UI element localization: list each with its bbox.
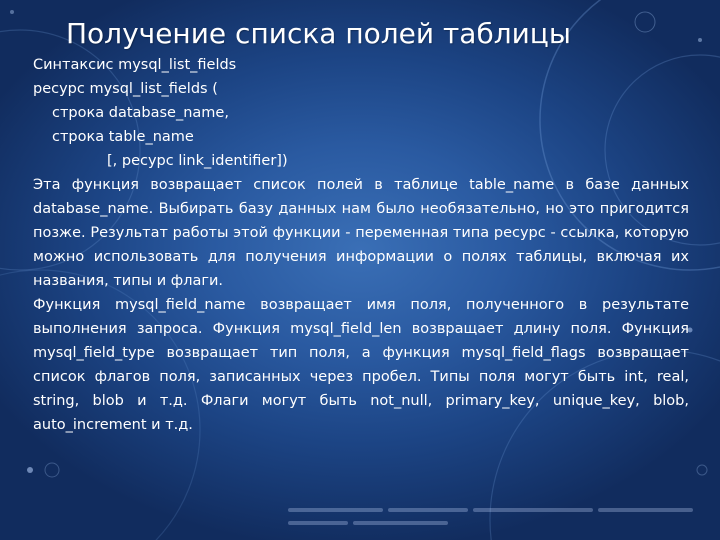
syntax-param-database-name: строка database_name, [52, 105, 229, 121]
slide-body [33, 53, 689, 437]
syntax-heading: Синтаксис mysql_list_fields [33, 57, 237, 73]
syntax-signature: ресурс mysql_list_fields ( [33, 81, 218, 97]
footer-blurred-text [288, 502, 708, 532]
syntax-param-link-identifier: [, ресурс link_identifier]) [107, 153, 288, 169]
description-paragraph: Эта функция возвращает список полей в таблице table_name в базе данных database_name. Выбирать базу данных нам было необязательно, но это пригодится позже. Результат работы этой функции - переменная типа ресурс - ссылка, которую можно использовать для получения информации о полях таблицы, включая их названия, типы и флаги. [33, 177, 689, 289]
slide-title: Получение списка полей таблицы [66, 17, 571, 50]
syntax-param-table-name: строка table_name [52, 129, 194, 145]
field-functions-paragraph: Функция mysql_field_name возвращает имя поля, полученного в результате выполнения запроса. Функция mysql_field_len возвращает длину поля. Функция mysql_field_type возвращает тип поля, а функция mysql_field_flags возвращает список флагов поля, записанных через пробел. Типы поля могут быть int, real, string, blob и т.д. Флаги могут быть not_null, primary_key, unique_key, blob, auto_increment и т.д. [33, 297, 689, 433]
